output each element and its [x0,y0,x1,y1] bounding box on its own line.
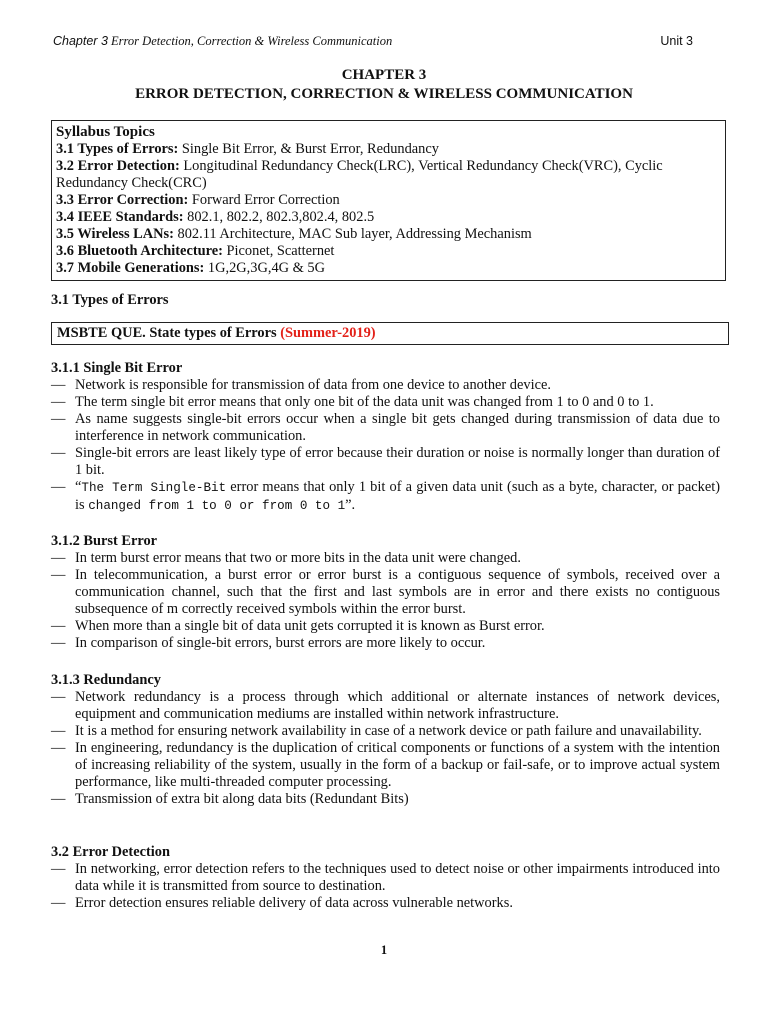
section-heading: 3.1.1 Single Bit Error [51,360,183,376]
header-unit: Unit 3 [660,34,693,48]
syllabus-item: 3.4 IEEE Standards: 802.1, 802.2, 802.3,802.4, 802.5 [56,209,375,225]
header-chapter-subject: Error Detection, Correction & Wireless Communication [111,34,393,48]
bullet-list [51,861,720,912]
bullet-list [51,689,720,808]
list-item: — Network redundancy is a process through which additional or alternate instances of network devices, equipment and communication mediums are installed within network infrastructure. [51,689,720,723]
list-item: — As name suggests single-bit errors occur when a single bit gets changed during transmission of data due to interference in network communication. [51,411,720,445]
section-single-bit-error [51,360,720,515]
list-item: — The term single bit error means that only one bit of the data unit was changed from 1 to 0 and 0 to 1. [51,394,720,411]
list-item: — “The Term Single-Bit error means that only 1 bit of a given data unit (such as a byte, character, or packet) is changed from 1 to 0 or from 0 to 1”. [51,479,720,515]
header-chapter-label: Chapter 3 [53,34,108,48]
list-item: — In term burst error means that two or more bits in the data unit were changed. [51,550,720,567]
list-item: — In engineering, redundancy is the duplication of critical components or functions of a system with the intention of increasing reliability of the system, usually in the form of a backup or fail-safe, or to improve actual system performance, like multi-threaded computer processing. [51,740,720,791]
list-item: — In telecommunication, a burst error or error burst is a contiguous sequence of symbols, received over a communication channel, such that the first and last symbols are in error and there exists no contiguous subsequence of m correctly received symbols within the error burst. [51,567,720,618]
syllabus-heading: Syllabus Topics [56,124,155,140]
page-number: 1 [380,943,388,957]
bullet-list [51,550,720,652]
section-heading: 3.1.3 Redundancy [51,672,161,688]
bullet-list [51,377,720,515]
syllabus-item: 3.7 Mobile Generations: 1G,2G,3G,4G & 5G [56,260,326,276]
list-item: — It is a method for ensuring network availability in case of a network device or path failure and unavailability. [51,723,720,740]
syllabus-item: 3.1 Types of Errors: Single Bit Error, & Burst Error, Redundancy [56,141,439,157]
section-heading: 3.1 Types of Errors [51,292,169,308]
syllabus-item: 3.5 Wireless LANs: 802.11 Architecture, MAC Sub layer, Addressing Mechanism [56,226,532,242]
list-item: — Error detection ensures reliable delivery of data across vulnerable networks. [51,895,720,912]
section-heading: 3.2 Error Detection [51,844,170,860]
section-redundancy [51,672,720,808]
question-text: MSBTE QUE. State types of Errors [57,325,281,341]
section-heading: 3.1.2 Burst Error [51,533,158,549]
syllabus-item: 3.3 Error Correction: Forward Error Correction [56,192,340,208]
question-tag: (Summer-2019) [280,325,376,341]
list-item: — In networking, error detection refers to the techniques used to detect noise or other impairments introduced into data while it is transmitted from source to destination. [51,861,720,895]
section-burst-error [51,533,720,652]
list-item: — Single-bit errors are least likely type of error because their duration or noise is normally longer than duration of 1 bit. [51,445,720,479]
syllabus-box [51,120,726,281]
msbte-question-box [51,322,729,345]
section-error-detection [51,844,720,912]
syllabus-item: 3.2 Error Detection: Longitudinal Redundancy Check(LRC), Vertical Redundancy Check(VRC), Cyclic Redundancy Check(CRC) [56,158,663,191]
list-item: — In comparison of single-bit errors, burst errors are more likely to occur. [51,635,720,652]
list-item: — Transmission of extra bit along data bits (Redundant Bits) [51,791,720,808]
chapter-number: CHAPTER 3 [341,67,427,83]
section-3-1 [51,292,720,309]
running-header [53,33,693,50]
syllabus-item: 3.6 Bluetooth Architecture: Piconet, Scatternet [56,243,335,259]
chapter-title: ERROR DETECTION, CORRECTION & WIRELESS COMMUNICATION [135,86,633,102]
list-item: — Network is responsible for transmission of data from one device to another device. [51,377,720,394]
list-item: — When more than a single bit of data unit gets corrupted it is known as Burst error. [51,618,720,635]
